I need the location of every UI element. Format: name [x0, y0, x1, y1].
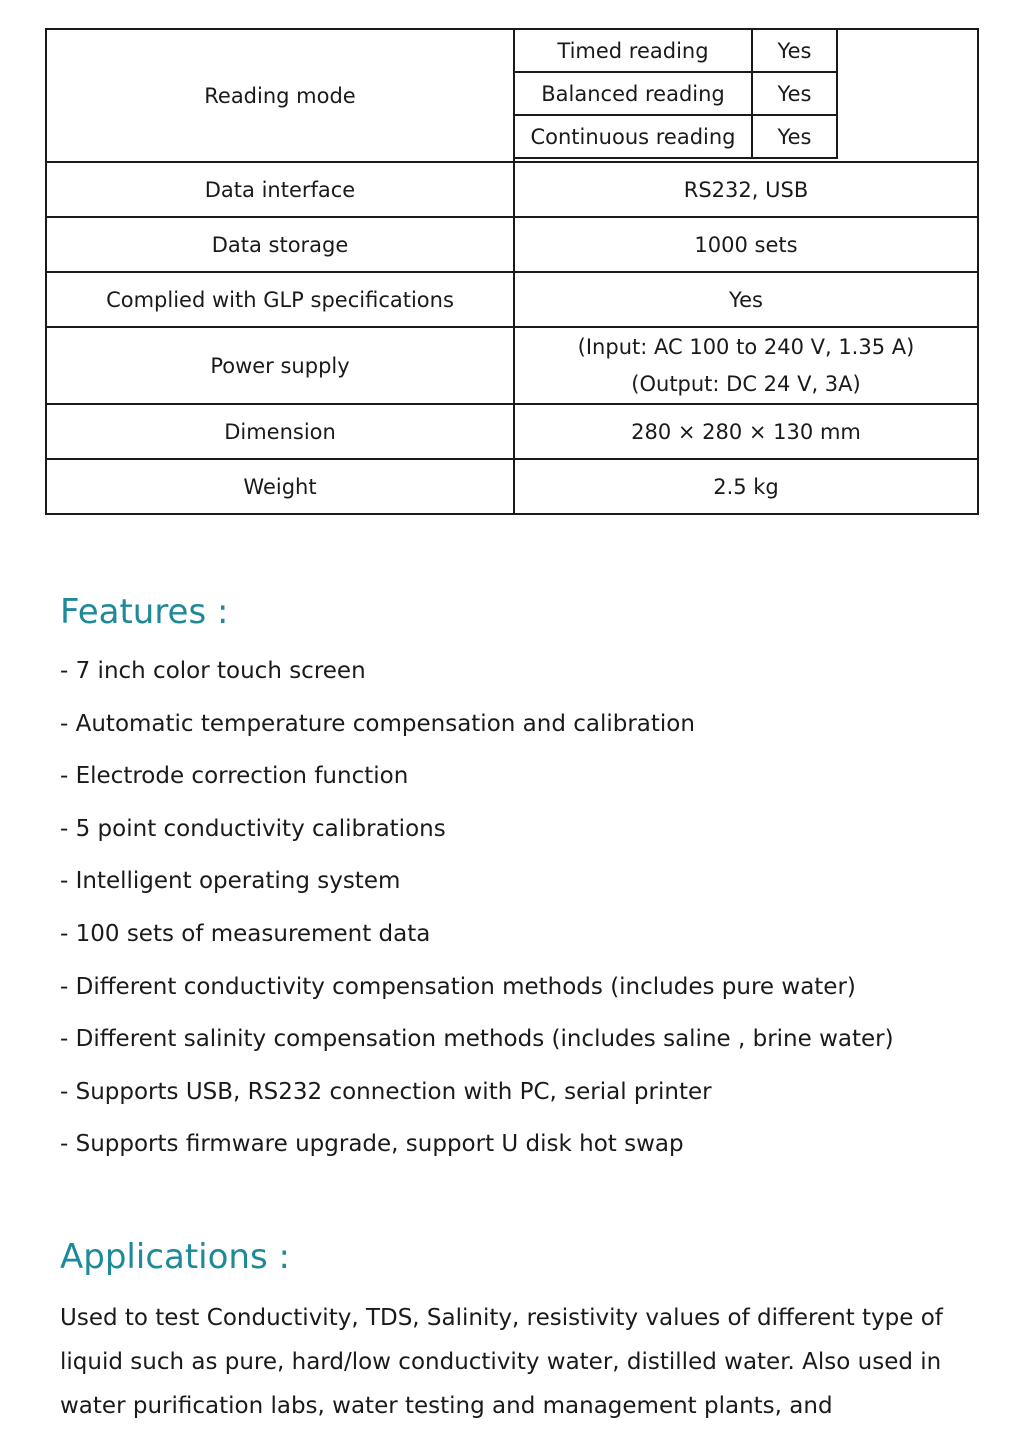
spec-label: Weight	[46, 459, 514, 514]
spec-row-dimension	[46, 404, 978, 459]
feature-item: - 7 inch color touch screen	[60, 658, 366, 684]
spec-value: Yes	[514, 272, 978, 327]
spec-value: 280 × 280 × 130 mm	[514, 404, 978, 459]
spec-label: Dimension	[46, 404, 514, 459]
applications-text: Used to test Conductivity, TDS, Salinity, resistivity values of different type of liquid such as pure, hard/low conductivity water, distilled water. Also used in water purification labs, water testing and management plants, and	[60, 1305, 943, 1419]
reading-mode-subtable	[513, 28, 838, 159]
feature-item: - 100 sets of measurement data	[60, 920, 431, 947]
spec-value-power-supply	[514, 327, 978, 404]
spec-row-reading-mode	[46, 29, 978, 162]
applications-heading: Applications :	[60, 1237, 290, 1277]
feature-item: - Different salinity compensation methods (includes saline , brine water)	[60, 1026, 894, 1053]
spec-row-glp	[46, 272, 978, 327]
spec-value: RS232, USB	[514, 162, 978, 217]
features-list	[60, 654, 894, 1180]
feature-item: - 5 point conductivity calibrations	[60, 815, 446, 842]
spec-label: Data storage	[46, 217, 514, 272]
spec-value: 2.5 kg	[514, 459, 978, 514]
spec-label: Data interface	[46, 162, 514, 217]
spec-label: Complied with GLP specifications	[46, 272, 514, 327]
mode-name: Balanced reading	[514, 72, 752, 115]
spec-row-power-supply	[46, 327, 978, 404]
feature-item: - Intelligent operating system	[60, 868, 401, 895]
spec-row-data-interface	[46, 162, 978, 217]
spec-label-power-supply: Power supply	[46, 327, 514, 404]
spec-row-data-storage	[46, 217, 978, 272]
spec-value-reading-mode	[514, 29, 978, 162]
spec-value: 1000 sets	[514, 217, 978, 272]
mode-row-continuous	[514, 115, 837, 158]
mode-value: Yes	[752, 115, 837, 158]
mode-value: Yes	[752, 29, 837, 72]
power-input: (Input: AC 100 to 240 V, 1.35 A)	[577, 334, 915, 359]
mode-name: Continuous reading	[514, 115, 752, 158]
feature-item: - Automatic temperature compensation and calibration	[60, 710, 695, 737]
spec-row-weight	[46, 459, 978, 514]
mode-name: Timed reading	[514, 29, 752, 72]
feature-item: - Supports firmware upgrade, support U disk hot swap	[60, 1131, 684, 1158]
mode-value: Yes	[752, 72, 837, 115]
feature-item: - Supports USB, RS232 connection with PC, serial printer	[60, 1078, 712, 1105]
mode-row-balanced	[514, 72, 837, 115]
feature-item: - Different conductivity compensation methods (includes pure water)	[60, 973, 856, 1000]
spec-label-reading-mode: Reading mode	[46, 29, 514, 162]
spec-table	[45, 28, 979, 515]
power-output: (Output: DC 24 V, 3A)	[631, 371, 861, 396]
feature-item: - Electrode correction function	[60, 763, 409, 790]
features-heading: Features :	[60, 592, 229, 632]
mode-row-timed	[514, 29, 837, 72]
